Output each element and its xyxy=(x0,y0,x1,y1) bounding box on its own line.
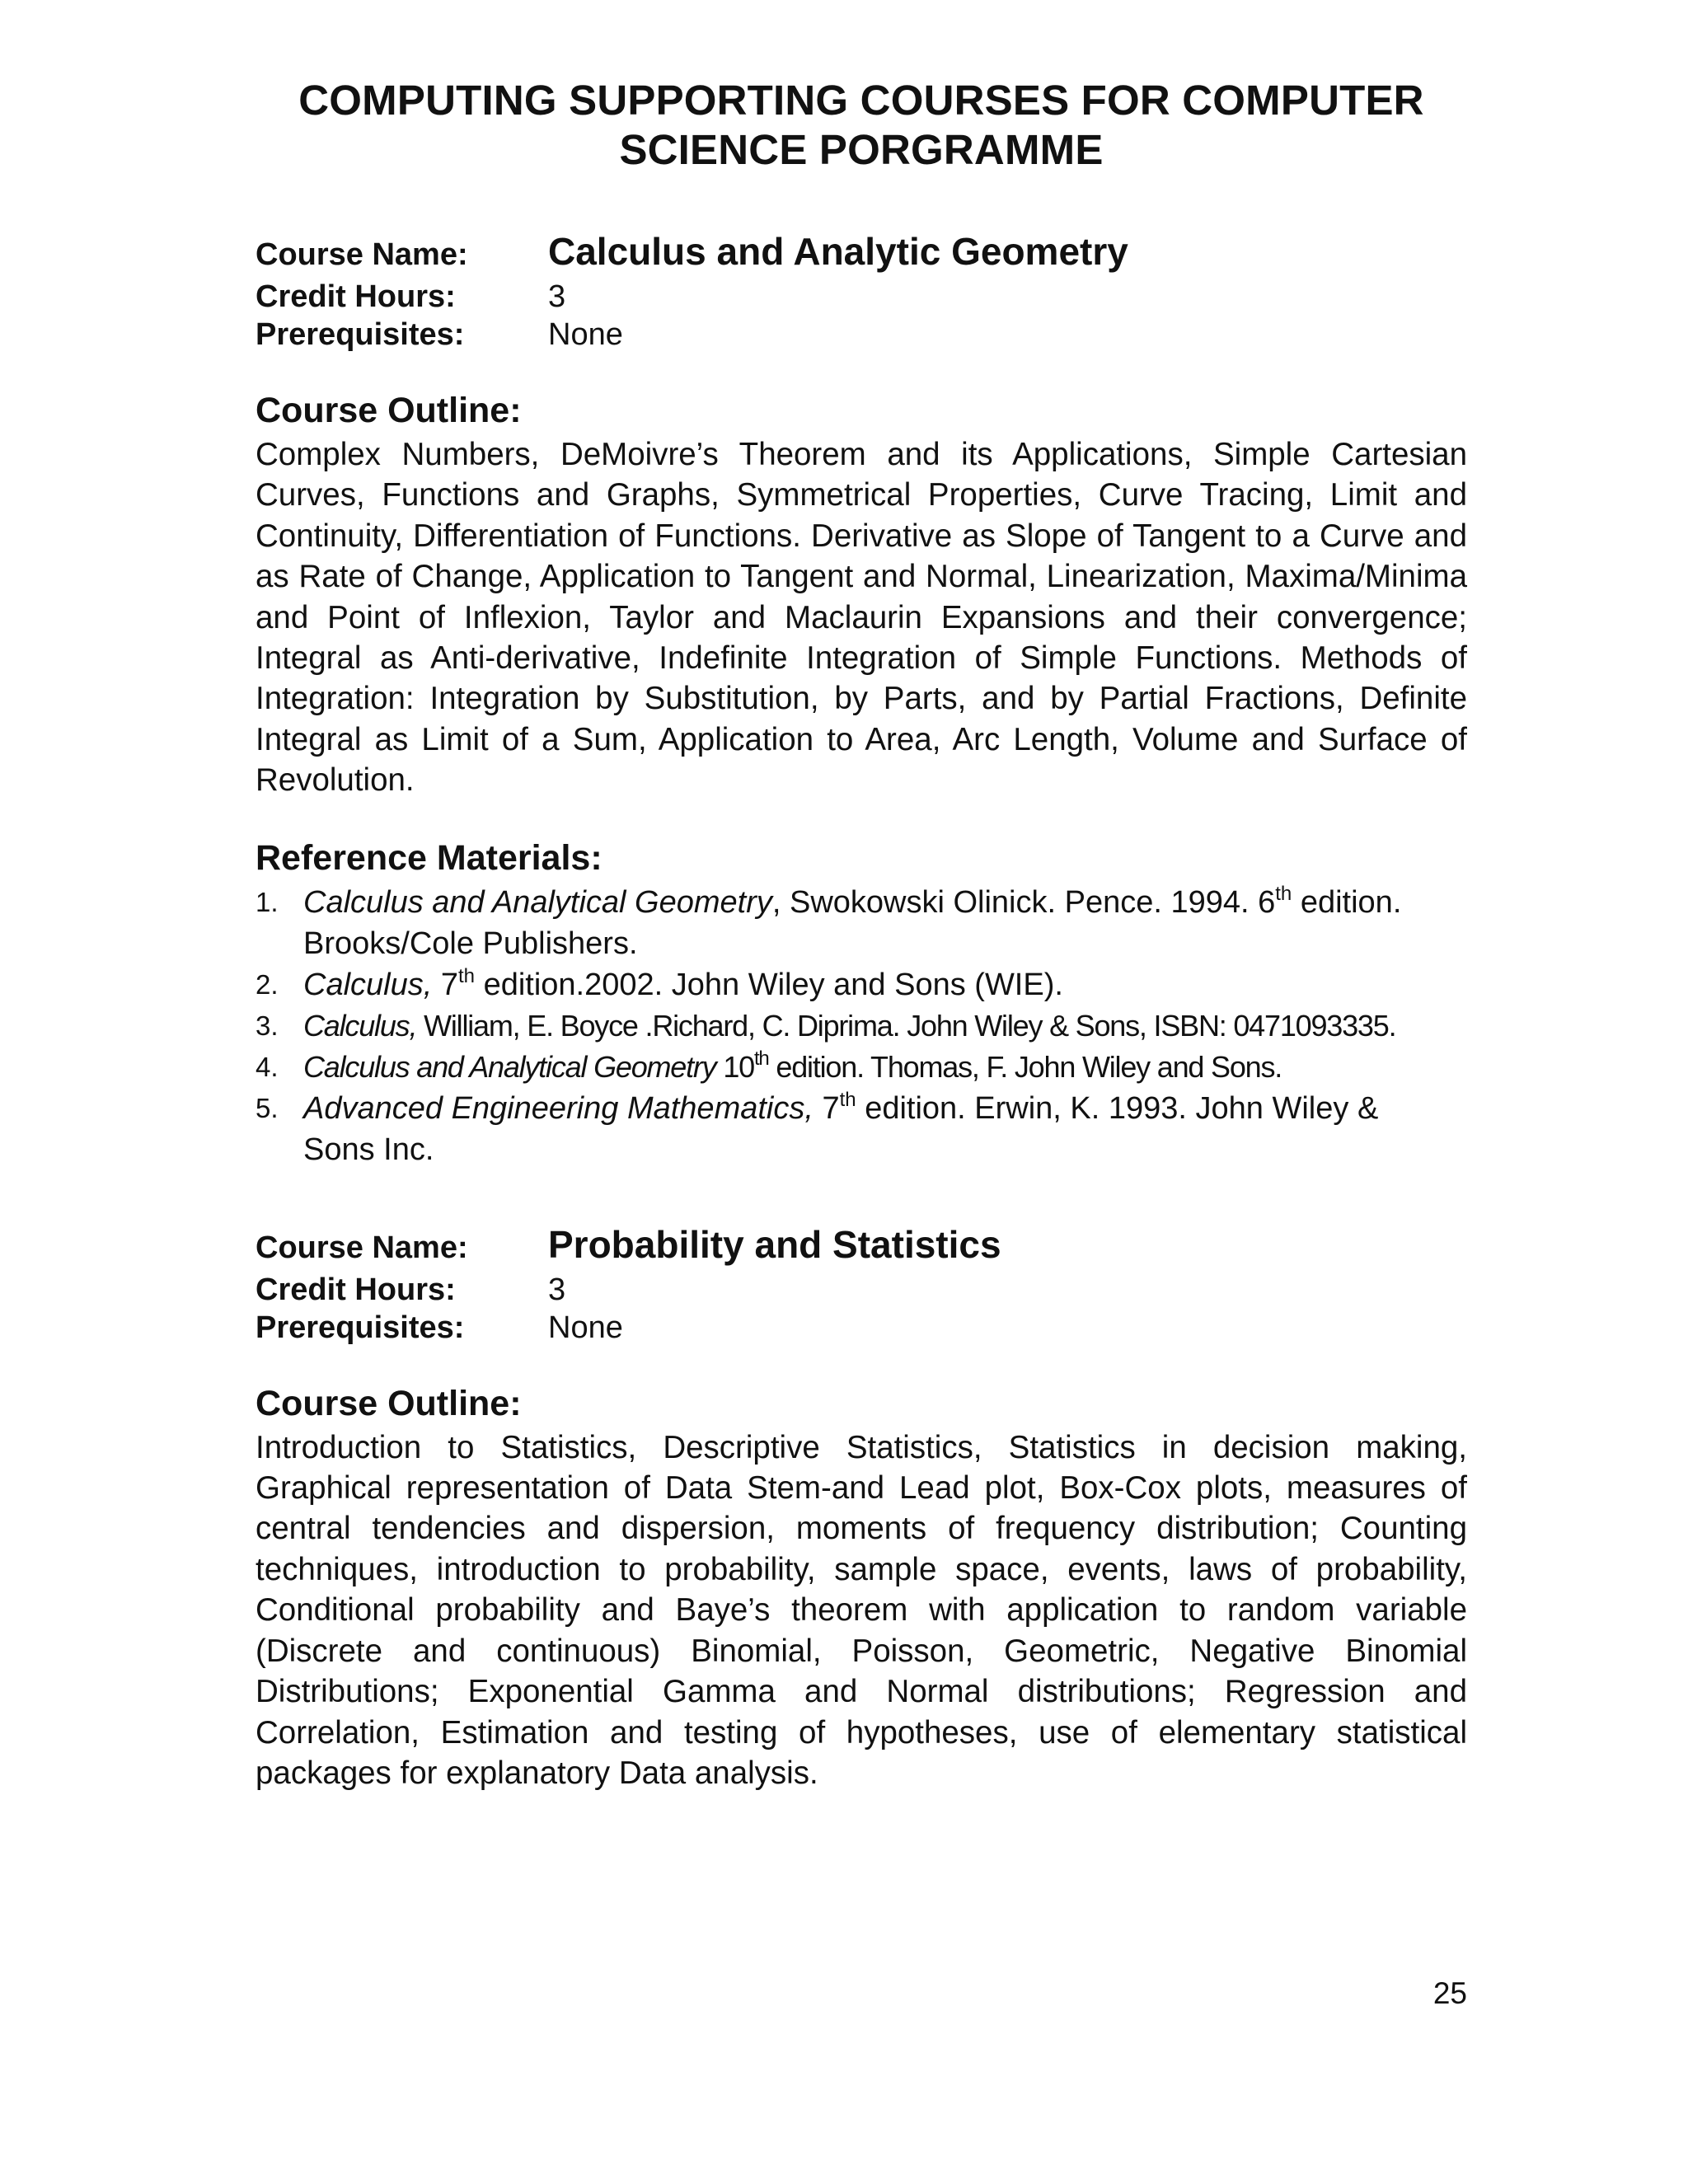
course-outline-heading: Course Outline: xyxy=(256,1383,522,1423)
page-number: 25 xyxy=(1432,1976,1467,2010)
reference-tail: edition. Brooks/Cole Publishers. xyxy=(303,884,1402,961)
reference-text: 7 xyxy=(813,1090,840,1126)
reference-item xyxy=(256,1005,1467,1047)
reference-sup: th xyxy=(839,1088,856,1111)
reference-tail: edition. Thomas, F. John Wiley and Sons. xyxy=(768,1049,1282,1084)
course-name-value: Calculus and Analytic Geometry xyxy=(548,230,1128,273)
course-name-label: Course Name: xyxy=(256,1230,468,1265)
reference-number: 1. xyxy=(256,886,279,917)
course-probability xyxy=(256,1221,1467,1794)
credit-hours-label: Credit Hours: xyxy=(256,279,456,314)
document-page xyxy=(256,76,1467,1793)
reference-item xyxy=(256,1088,1467,1170)
course-outline-text: Complex Numbers, DeMoivre’s Theorem and its Applications, Simple Cartesian Curves, Functions and Graphs, Symmetrical Properties, Curve Tracing, Limit and Continuity, Differentiation of Functions. Derivative as Slope of Tangent to a Curve and as Rate of Change, Application to Tangent and Normal, Linearization, Maxima/Minima and Point of Inflexion, Taylor and Maclaurin Expansions and their convergence; Integral as Anti-derivative, Indefinite Integration of Simple Functions. Methods of Integration: Integration by Substitution, by Parts, and by Partial Fractions, Definite Integral as Limit of a Sum, Application to Area, Arc Length, Volume and Surface of Revolution. xyxy=(256,437,1467,799)
reference-number: 5. xyxy=(256,1092,279,1123)
title-line-1: COMPUTING SUPPORTING COURSES FOR COMPUTER xyxy=(298,77,1424,124)
reference-item xyxy=(256,882,1467,964)
prerequisites-row xyxy=(256,316,1467,354)
reference-materials-heading: Reference Materials: xyxy=(256,837,603,878)
reference-title: Calculus and Analytical Geometry xyxy=(303,1049,716,1084)
course-name-label: Course Name: xyxy=(256,237,468,272)
prerequisites-label: Prerequisites: xyxy=(256,1310,465,1345)
credit-hours-label: Credit Hours: xyxy=(256,1272,456,1307)
prerequisites-row xyxy=(256,1309,1467,1347)
reference-item xyxy=(256,964,1467,1005)
section-spacer xyxy=(256,1170,1467,1221)
title-line-2: SCIENCE PORGRAMME xyxy=(619,126,1104,173)
course-name-row xyxy=(256,228,1467,278)
reference-title: Advanced Engineering Mathematics, xyxy=(303,1090,814,1126)
reference-sup: th xyxy=(1275,882,1292,905)
credit-hours-row xyxy=(256,278,1467,316)
course-outline-heading: Course Outline: xyxy=(256,391,522,430)
reference-text: William, E. Boyce .Richard, C. Diprima. John Wiley & Sons, ISBN: 0471093335. xyxy=(416,1008,1396,1043)
reference-sup: th xyxy=(458,964,476,987)
reference-text: , Swokowski Olinick. Pence. 1994. 6 xyxy=(771,884,1276,920)
course-outline-text: Introduction to Statistics, Descriptive Statistics, Statistics in decision making, Graphical representation of Data Stem-and Lead plot, Box-Cox plots, measures of central tendencies and dispersion, moments of frequency distribution; Counting techniques, introduction to probability, sample space, events, laws of probability, Conditional probability and Baye’s theorem with application to random variable (Discrete and continuous) Binomial, Poisson, Geometric, Negative Binomial Distributions; Exponential Gamma and Normal distributions; Regression and Correlation, Estimation and testing of hypotheses, use of elementary statistical packages for explanatory Data analysis. xyxy=(256,1429,1467,1791)
prerequisites-label: Prerequisites: xyxy=(256,317,465,352)
document-title xyxy=(256,76,1467,175)
reference-list xyxy=(256,882,1467,1170)
reference-text: 10 xyxy=(715,1049,754,1084)
credit-hours-value: 3 xyxy=(548,279,566,314)
reference-title: Calculus and Analytical Geometry xyxy=(303,884,772,920)
reference-number: 4. xyxy=(256,1051,279,1082)
reference-tail: edition.2002. John Wiley and Sons (WIE). xyxy=(475,967,1063,1002)
reference-text: 7 xyxy=(432,967,458,1002)
reference-number: 3. xyxy=(256,1010,279,1041)
reference-tail: edition. Erwin, K. 1993. John Wiley & Sons Inc. xyxy=(303,1090,1379,1167)
course-name-row xyxy=(256,1221,1467,1271)
reference-item xyxy=(256,1047,1467,1088)
reference-title: Calculus, xyxy=(303,967,433,1002)
reference-title: Calculus, xyxy=(303,1008,417,1043)
prerequisites-value: None xyxy=(548,317,623,352)
prerequisites-value: None xyxy=(548,1310,623,1345)
course-name-value: Probability and Statistics xyxy=(548,1222,1001,1266)
reference-number: 2. xyxy=(256,968,279,1000)
reference-sup: th xyxy=(753,1047,769,1070)
credit-hours-row xyxy=(256,1271,1467,1309)
credit-hours-value: 3 xyxy=(548,1272,566,1307)
course-calculus xyxy=(256,228,1467,1170)
